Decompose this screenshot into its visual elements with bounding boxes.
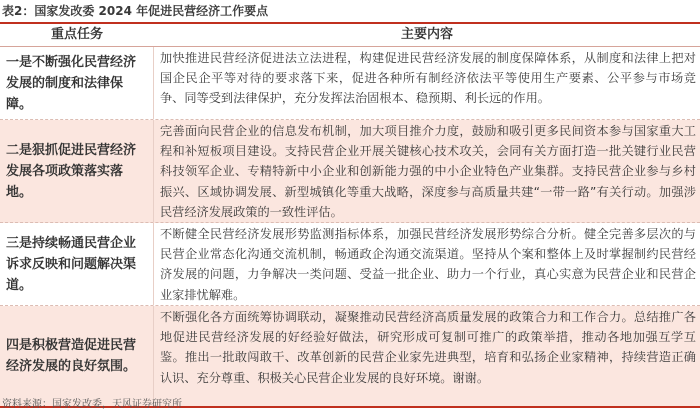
row-task: 二是狠抓促进民营经济发展各项政策落实落地。 xyxy=(0,120,154,222)
table-row xyxy=(0,306,700,406)
row-content: 加快推进民营经济促进法立法进程，构建促进民营经济发展的制度保障体系，从制度和法律上把对国企民企平等对待的要求落下来，促进各种所有制经济依法平等使用生产要素、公平参与市场竞争、同等受到法律保护，充分发挥法治固根本、稳预期、利长远的作用。 xyxy=(160,51,696,106)
row-task: 四是积极营造促进民营经济发展的良好氛围。 xyxy=(0,306,154,406)
header-task: 重点任务 xyxy=(50,27,103,42)
header-content: 主要内容 xyxy=(400,27,453,42)
row-content: 完善面向民营企业的信息发布机制，加大项目推介力度，鼓励和吸引更多民间资本参与国家重大工程和补短板项目建设。支持民营企业开展关键核心技术攻关，会同有关方面打造一批关键行业民营科技领军企业、专精特新中小企业和创新能力强的中小企业特色产业集群。支持民营企业参与乡村振兴、区域协调发展、新型城镇化等重大战略，深度参与高质量共建“一带一路”有关行动。加强涉民营经济发展政策的一致性评估。 xyxy=(160,124,696,219)
row-content: 不断强化各方面统筹协调联动，凝聚推动民营经济高质量发展的政策合力和工作合力。总结推广各地促进民营经济发展的好经验好做法，研究形成可复制可推广的政策举措，推动各地加强互学互鉴。推出一批敢闯敢干、改革创新的民营企业家先进典型，培育和弘扬企业家精神，持续营造正确认识、充分尊重、积极关心民营企业发展的良好环境。谢谢。 xyxy=(160,310,696,385)
table-row xyxy=(0,223,700,306)
table-header xyxy=(0,24,700,47)
row-content: 不断健全民营经济发展形势监测指标体系，加强民营经济发展形势综合分析。健全完善多层次的与民营企业常态化沟通交流机制，畅通政企沟通交流渠道。坚持从个案和整体上及时掌握制约民营经济发展的问题，力争解决一类问题、受益一批企业、助力一个行业，真心实意为民营企业和民营企业家排忧解难。 xyxy=(160,227,696,302)
row-task: 一是不断强化民营经济发展的制度和法律保障。 xyxy=(0,47,154,119)
table-title: 表2：国家发改委 2024 年促进民营经济工作要点 xyxy=(2,4,269,18)
table-row xyxy=(0,47,700,120)
source-note: 资料来源：国家发改委，天风证券研究所 xyxy=(2,399,182,410)
row-task: 三是持续畅通民营企业诉求反映和问题解决渠道。 xyxy=(0,223,154,305)
table-row xyxy=(0,120,700,223)
work-points-table xyxy=(0,22,700,408)
